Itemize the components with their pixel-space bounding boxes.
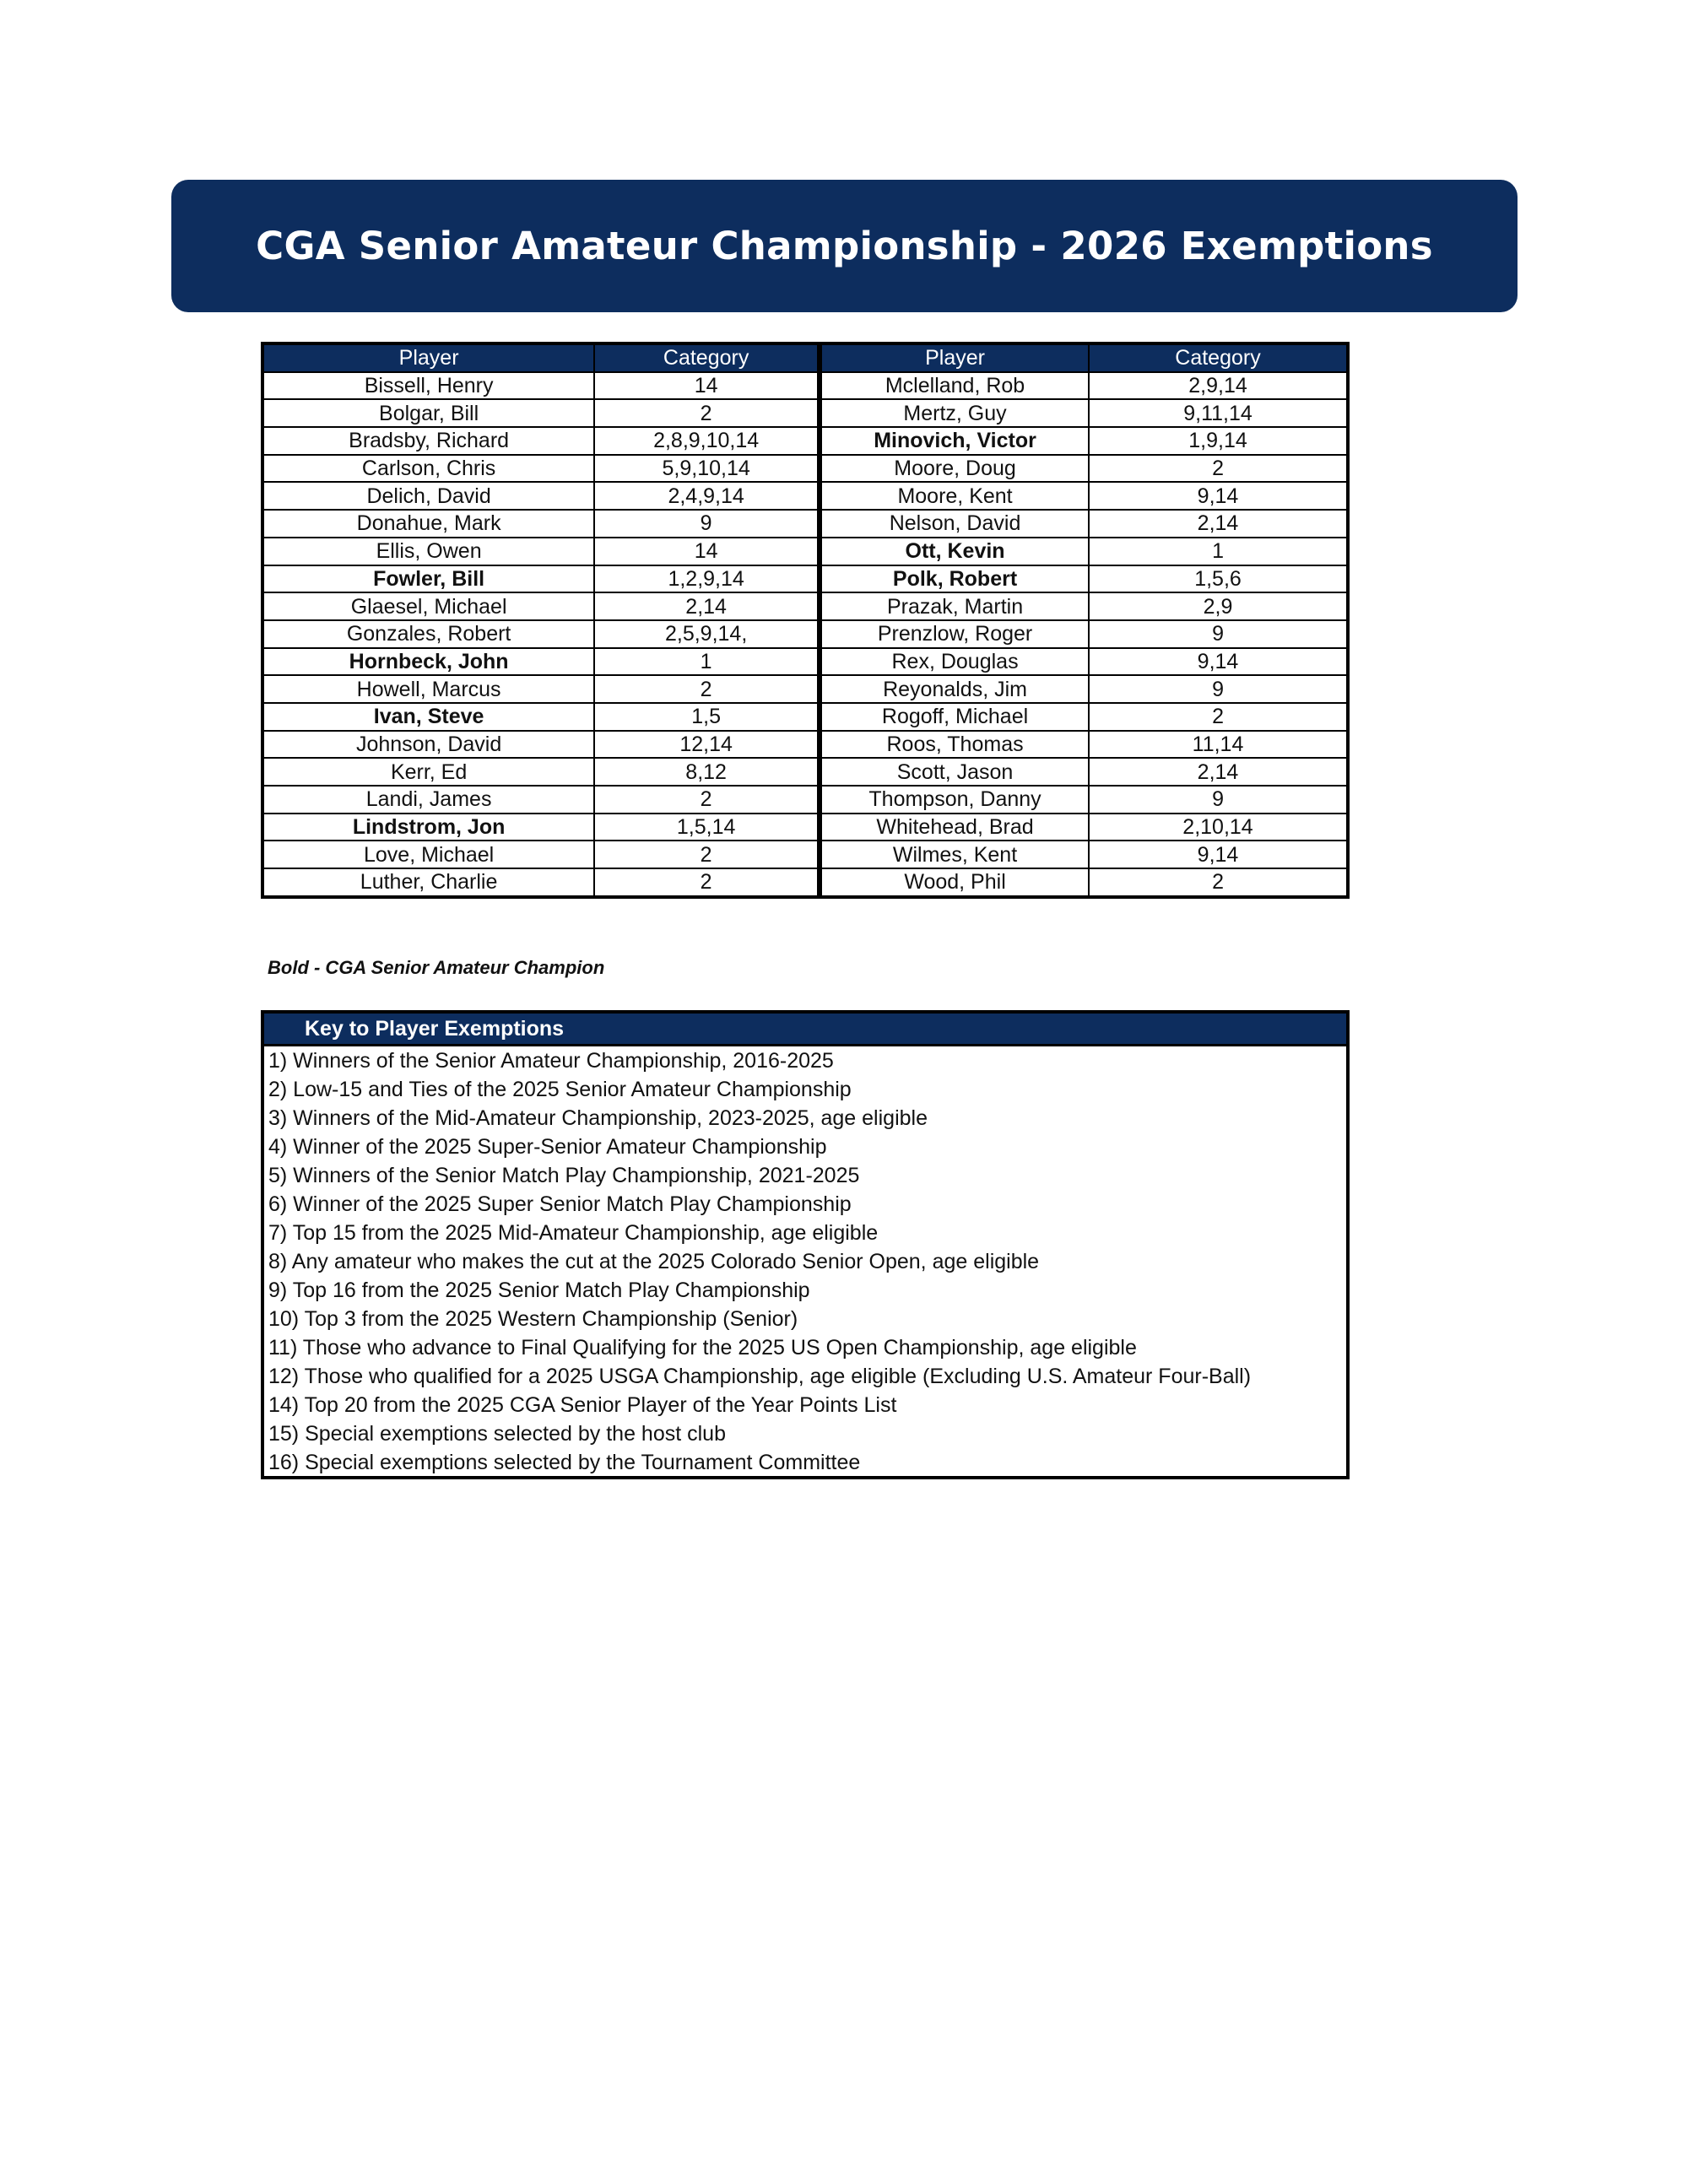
player-cell: Glaesel, Michael [262,592,594,620]
exemptions-table [261,342,1350,899]
table-row [262,648,1348,676]
table-row [262,592,1348,620]
category-cell: 14 [594,538,820,565]
category-cell: 1,5,14 [594,814,820,841]
table-row [262,565,1348,593]
category-cell: 9 [1089,675,1348,703]
player-cell: Gonzales, Robert [262,620,594,648]
player-cell: Roos, Thomas [820,731,1089,759]
player-cell: Carlson, Chris [262,455,594,483]
table-row [262,620,1348,648]
player-cell: Scott, Jason [820,758,1089,786]
category-cell: 2,14 [594,592,820,620]
player-cell: Howell, Marcus [262,675,594,703]
table-row [262,758,1348,786]
category-cell: 2,14 [1089,510,1348,538]
header-category-2: Category [1089,343,1348,372]
table-row [262,868,1348,897]
header-category-1: Category [594,343,820,372]
category-cell: 9 [1089,786,1348,814]
table-row [262,731,1348,759]
table-row [262,538,1348,565]
player-cell: Rex, Douglas [820,648,1089,676]
key-item: 8) Any amateur who makes the cut at the 2025 Colorado Senior Open, age eligible [268,1250,1040,1273]
table-row [262,510,1348,538]
category-cell: 2,5,9,14, [594,620,820,648]
category-cell: 2 [1089,703,1348,731]
table-row [262,399,1348,427]
player-cell: Johnson, David [262,731,594,759]
category-cell: 14 [594,372,820,400]
key-title: Key to Player Exemptions [264,1014,1346,1046]
category-cell: 1,5,6 [1089,565,1348,593]
category-cell: 2 [594,399,820,427]
category-cell: 11,14 [1089,731,1348,759]
category-cell: 2,14 [1089,758,1348,786]
key-item: 15) Special exemptions selected by the host club [268,1422,726,1446]
key-item: 4) Winner of the 2025 Super-Senior Amateur Championship [268,1135,827,1159]
key-item: 6) Winner of the 2025 Super Senior Match Play Championship [268,1192,852,1216]
category-cell: 9 [1089,620,1348,648]
category-cell: 2,4,9,14 [594,482,820,510]
player-cell: Rogoff, Michael [820,703,1089,731]
category-cell: 1,2,9,14 [594,565,820,593]
category-cell: 2 [594,786,820,814]
player-cell: Mclelland, Rob [820,372,1089,400]
category-cell: 5,9,10,14 [594,455,820,483]
table-row [262,786,1348,814]
category-cell: 2 [1089,455,1348,483]
key-item: 14) Top 20 from the 2025 CGA Senior Player of the Year Points List [268,1393,897,1417]
player-cell: Wilmes, Kent [820,841,1089,868]
player-cell: Whitehead, Brad [820,814,1089,841]
category-cell: 2 [594,841,820,868]
player-cell: Ellis, Owen [262,538,594,565]
key-item: 12) Those who qualified for a 2025 USGA Championship, age eligible (Excluding U.S. Amateur Four-Ball) [268,1365,1252,1388]
table-header-row [262,343,1348,372]
table-row [262,703,1348,731]
player-cell: Prenzlow, Roger [820,620,1089,648]
category-cell: 9,14 [1089,841,1348,868]
category-cell: 1,5 [594,703,820,731]
player-cell: Love, Michael [262,841,594,868]
player-cell: Minovich, Victor [820,427,1089,455]
table-row [262,841,1348,868]
category-cell: 9,14 [1089,482,1348,510]
player-cell: Delich, David [262,482,594,510]
player-cell: Polk, Robert [820,565,1089,593]
table-row [262,675,1348,703]
category-cell: 2,9 [1089,592,1348,620]
player-cell: Nelson, David [820,510,1089,538]
category-cell: 2,9,14 [1089,372,1348,400]
category-cell: 9,11,14 [1089,399,1348,427]
key-item: 10) Top 3 from the 2025 Western Championship (Senior) [268,1307,798,1331]
key-item: 1) Winners of the Senior Amateur Championship, 2016-2025 [268,1049,834,1073]
category-cell: 8,12 [594,758,820,786]
player-cell: Moore, Doug [820,455,1089,483]
key-item: 16) Special exemptions selected by the Tournament Committee [268,1451,861,1474]
table-row [262,482,1348,510]
player-cell: Landi, James [262,786,594,814]
player-cell: Lindstrom, Jon [262,814,594,841]
page-title: CGA Senior Amateur Championship - 2026 Exemptions [256,224,1433,268]
category-cell: 2 [594,868,820,897]
player-cell: Donahue, Mark [262,510,594,538]
bold-legend-note: Bold - CGA Senior Amateur Champion [268,957,605,978]
player-cell: Kerr, Ed [262,758,594,786]
key-item: 11) Those who advance to Final Qualifying for the 2025 US Open Championship, age eligible [268,1336,1137,1360]
player-cell: Bissell, Henry [262,372,594,400]
player-cell: Luther, Charlie [262,868,594,897]
player-cell: Moore, Kent [820,482,1089,510]
category-cell: 2,8,9,10,14 [594,427,820,455]
player-cell: Ivan, Steve [262,703,594,731]
table-row [262,427,1348,455]
key-item: 7) Top 15 from the 2025 Mid-Amateur Championship, age eligible [268,1221,879,1245]
player-cell: Bolgar, Bill [262,399,594,427]
header-player-2: Player [820,343,1089,372]
category-cell: 1 [1089,538,1348,565]
player-cell: Prazak, Martin [820,592,1089,620]
category-cell: 2 [1089,868,1348,897]
player-cell: Thompson, Danny [820,786,1089,814]
key-list [264,1046,1346,1477]
table-row [262,455,1348,483]
category-cell: 1 [594,648,820,676]
key-item: 3) Winners of the Mid-Amateur Championship, 2023-2025, age eligible [268,1106,928,1130]
key-item: 9) Top 16 from the 2025 Senior Match Play Championship [268,1279,810,1302]
category-cell: 2 [594,675,820,703]
player-cell: Fowler, Bill [262,565,594,593]
category-cell: 12,14 [594,731,820,759]
title-banner [171,180,1518,312]
key-item: 5) Winners of the Senior Match Play Championship, 2021-2025 [268,1164,860,1187]
category-cell: 9 [594,510,820,538]
player-cell: Wood, Phil [820,868,1089,897]
key-item: 2) Low-15 and Ties of the 2025 Senior Amateur Championship [268,1078,852,1101]
category-cell: 9,14 [1089,648,1348,676]
category-cell: 2,10,14 [1089,814,1348,841]
player-cell: Ott, Kevin [820,538,1089,565]
table-row [262,814,1348,841]
player-cell: Mertz, Guy [820,399,1089,427]
table-row [262,372,1348,400]
player-cell: Reyonalds, Jim [820,675,1089,703]
exemption-key [261,1010,1350,1479]
player-cell: Hornbeck, John [262,648,594,676]
player-cell: Bradsby, Richard [262,427,594,455]
header-player-1: Player [262,343,594,372]
category-cell: 1,9,14 [1089,427,1348,455]
